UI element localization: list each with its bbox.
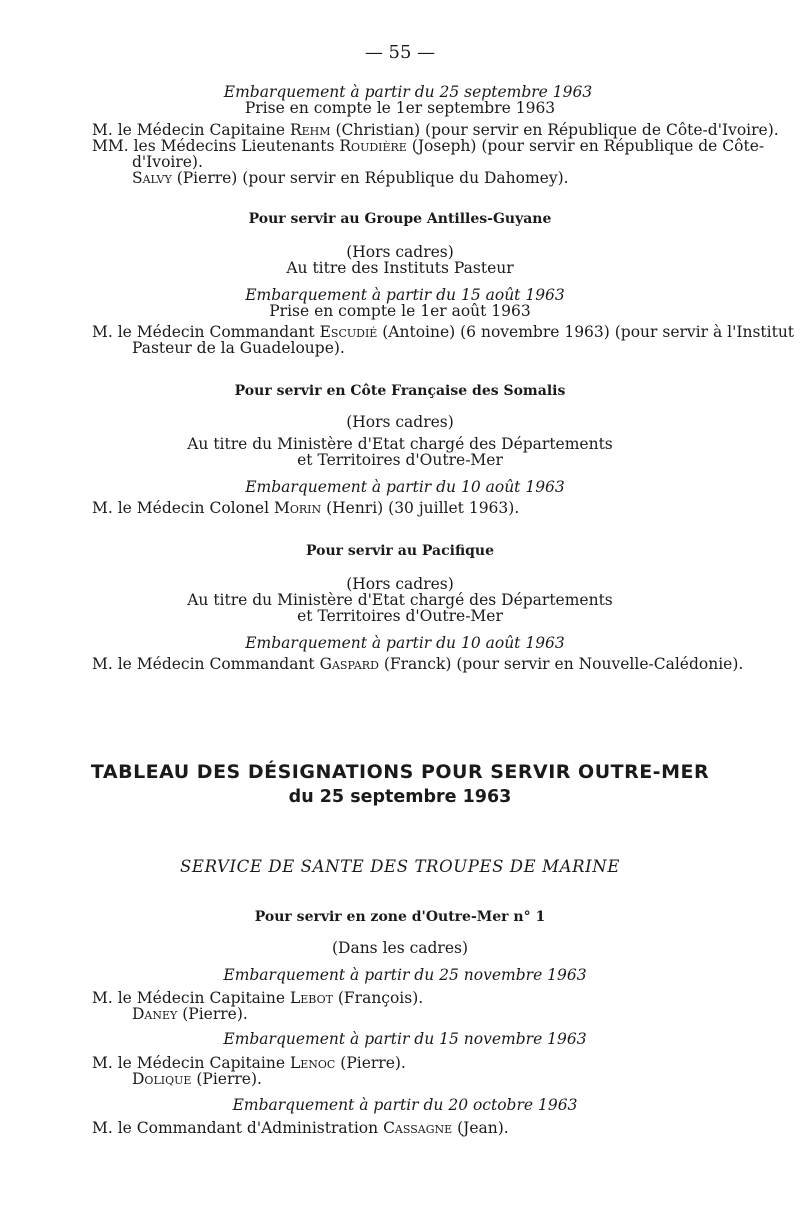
appointment-line: Daney (Pierre).	[132, 1005, 248, 1023]
hors-cadres: (Hors cadres)	[346, 243, 454, 261]
section-heading: Pour servir en zone d'Outre-Mer n° 1	[254, 909, 546, 925]
surname: Daney	[132, 1005, 178, 1023]
au-titre: Au titre des Instituts Pasteur	[286, 259, 514, 277]
appointment-continuation: Pasteur de la Guadeloupe).	[132, 339, 345, 357]
surname: Dolique	[132, 1070, 192, 1088]
surname: Roudière	[339, 137, 407, 155]
surname: Morin	[274, 499, 322, 517]
surname: Salvy	[132, 169, 172, 187]
embarkation-line: Embarquement à partir du 15 août 1963	[245, 286, 565, 304]
surname: Lebot	[289, 989, 333, 1007]
appointment-line: Salvy (Pierre) (pour servir en République du Dahomey).	[132, 169, 569, 187]
appointment-line: M. le Médecin Commandant Gaspard (Franck) (pour servir en Nouvelle-Calédonie).	[92, 655, 744, 673]
appointment-line: M. le Médecin Capitaine Lebot (François).	[92, 989, 424, 1007]
surname: Rehm	[289, 121, 331, 139]
appointment-line: M. le Commandant d'Administration Cassagne (Jean).	[92, 1119, 509, 1137]
appointment-line: M. le Médecin Capitaine Lenoc (Pierre).	[92, 1054, 406, 1072]
embarkation-line: Embarquement à partir du 10 août 1963	[245, 634, 565, 652]
embarkation-line: Embarquement à partir du 25 novembre 1963	[223, 966, 587, 984]
appointment-line: M. le Médecin Commandant Escudié (Antoine) (6 novembre 1963) (pour servir à l'Institut	[92, 323, 795, 341]
appointment-line: M. le Médecin Capitaine Rehm (Christian) (pour servir en République de Côte-d'Ivoire).	[92, 121, 779, 139]
embarkation-line: Embarquement à partir du 15 novembre 1963	[223, 1030, 587, 1048]
hors-cadres: (Hors cadres)	[346, 413, 454, 431]
hors-cadres: (Hors cadres)	[346, 575, 454, 593]
au-titre-continuation: et Territoires d'Outre-Mer	[297, 451, 503, 469]
section-heading: Pour servir en Côte Française des Somalis	[234, 383, 566, 399]
embarkation-line: Embarquement à partir du 20 octobre 1963	[232, 1096, 578, 1114]
section-heading: Pour servir au Pacifique	[305, 543, 495, 559]
surname: Gaspard	[319, 655, 379, 673]
service-heading: SERVICE DE SANTE DES TROUPES DE MARINE	[180, 857, 620, 876]
prise-en-compte-line: Prise en compte le 1er septembre 1963	[244, 99, 556, 117]
appointment-line: MM. les Médecins Lieutenants Roudière (Joseph) (pour servir en République de Côte-	[92, 137, 765, 155]
au-titre-continuation: et Territoires d'Outre-Mer	[297, 607, 503, 625]
tableau-title: TABLEAU DES DÉSIGNATIONS POUR SERVIR OUTRE-MER	[90, 761, 710, 783]
appointment-line: Dolique (Pierre).	[132, 1070, 262, 1088]
page-number: — 55 —	[364, 42, 436, 63]
section-heading: Pour servir au Groupe Antilles-Guyane	[248, 211, 552, 227]
au-titre: Au titre du Ministère d'Etat chargé des Départements	[187, 435, 613, 453]
prise-en-compte-line: Prise en compte le 1er août 1963	[269, 302, 531, 320]
surname: Lenoc	[289, 1054, 336, 1072]
au-titre: Au titre du Ministère d'Etat chargé des Départements	[187, 591, 613, 609]
embarkation-line: Embarquement à partir du 10 août 1963	[245, 478, 565, 496]
appointment-continuation: d'Ivoire).	[132, 153, 203, 171]
surname: Escudié	[319, 323, 378, 341]
tableau-date: du 25 septembre 1963	[288, 787, 512, 807]
embarkation-line: Embarquement à partir du 25 septembre 1963	[223, 83, 593, 101]
surname: Cassagne	[383, 1119, 453, 1137]
dans-les-cadres: (Dans les cadres)	[331, 939, 469, 957]
appointment-line: M. le Médecin Colonel Morin (Henri) (30 juillet 1963).	[92, 499, 520, 517]
